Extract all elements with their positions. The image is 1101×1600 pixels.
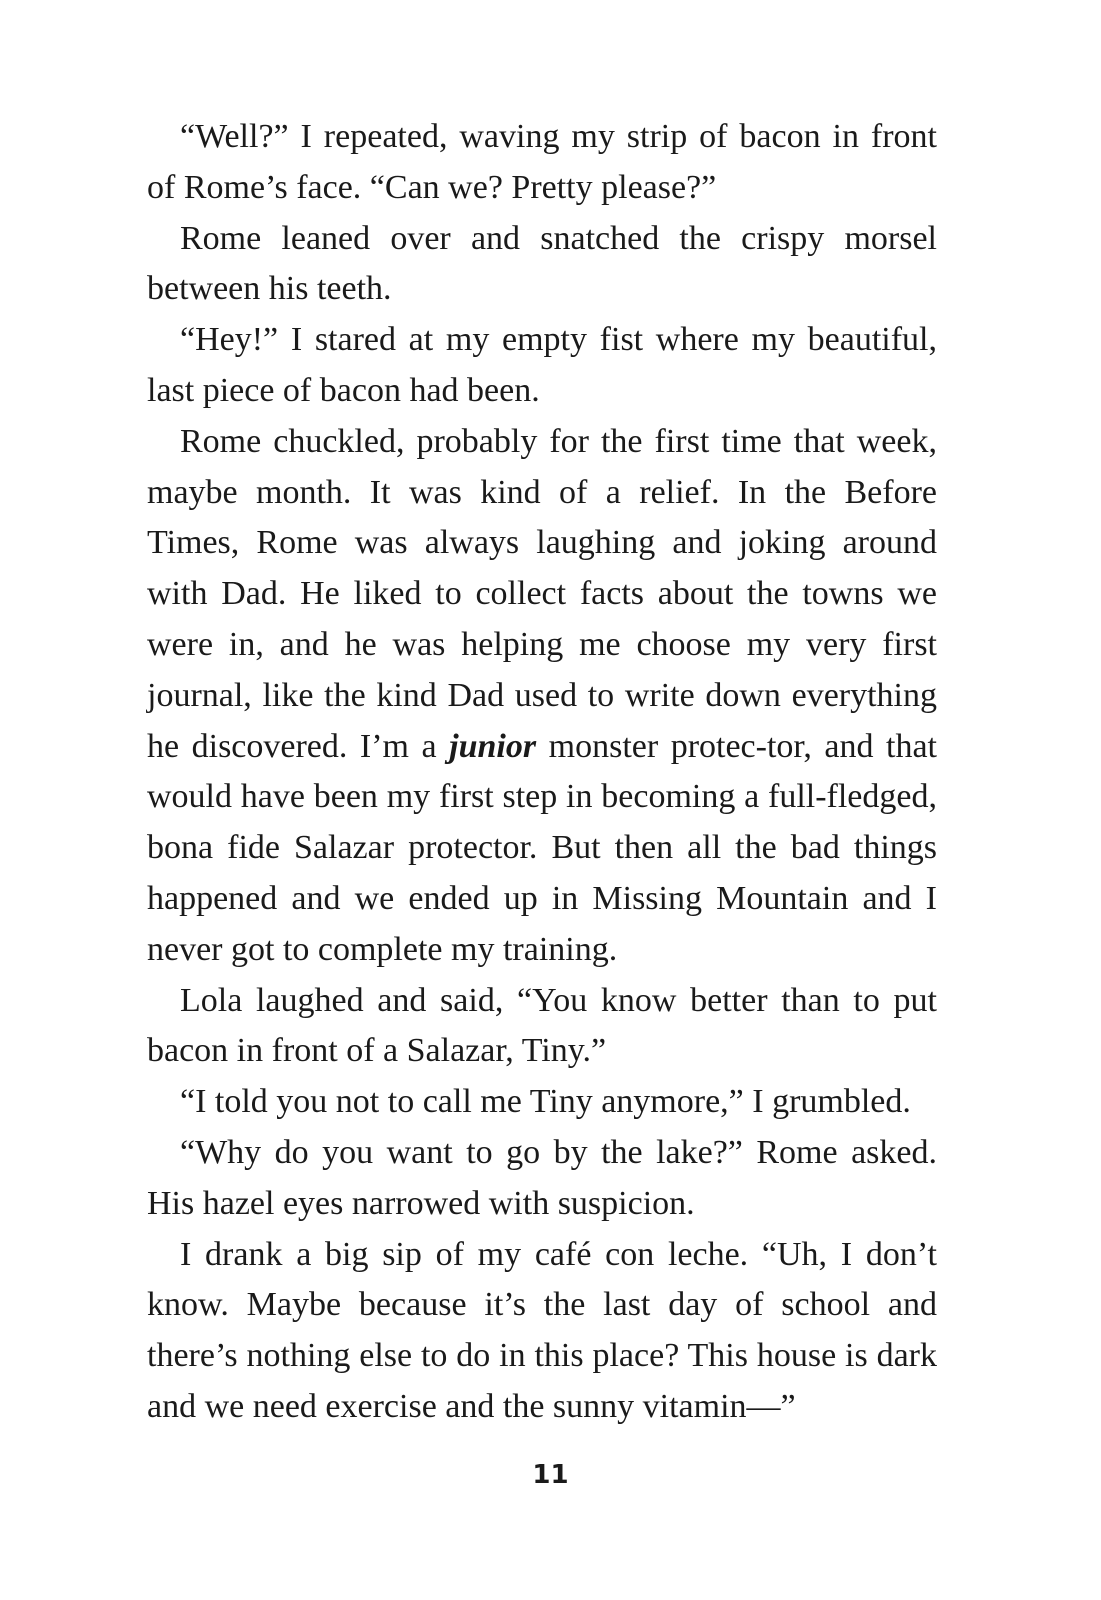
paragraph-6: “I told you not to call me Tiny anymore,” I grumbled. [180, 1083, 911, 1121]
paragraph-1: “Well?” I repeated, waving my strip of bacon in front of Rome’s face. “Can we? Pretty please?” [147, 118, 937, 206]
paragraph-4-text-before: Rome chuckled, probably for the first time that week, maybe month. It was kind of a relief. In the Before Times, Rome was always laughing and joking around with Dad. He liked to collect facts about the towns we were in, and he was helping me choose my very first journal, like the kind Dad used to write down everything he discovered. I’m a [147, 422, 937, 765]
paragraph-3: “Hey!” I stared at my empty fist where my beautiful, last piece of bacon had been. [147, 321, 937, 409]
paragraph-5: Lola laughed and said, “You know better than to put bacon in front of a Salazar, Tiny.” [147, 981, 937, 1070]
paragraph-8: I drank a big sip of my café con leche. “Uh, I don’t know. Maybe because it’s the last day of school and there’s nothing else to do in this place? This house is dark and we need exercise and the sunny vitamin—” [147, 1235, 937, 1425]
page-number: 11 [532, 1460, 569, 1490]
body-text [147, 112, 937, 1433]
paragraph-4-text-after: monster protec-tor, and that would have been my first step in becoming a full-fledged, bona fide Salazar protector. But then all the bad things happened and we ended up in Missing Mountain and I never got to complete my training. [147, 727, 938, 968]
paragraph-2: Rome leaned over and snatched the crispy morsel between his teeth. [147, 219, 937, 308]
paragraph-4 [147, 417, 937, 976]
emphasis-junior: junior [449, 727, 537, 765]
paragraph-7: “Why do you want to go by the lake?” Rome asked. His hazel eyes narrowed with suspicion. [147, 1133, 937, 1222]
